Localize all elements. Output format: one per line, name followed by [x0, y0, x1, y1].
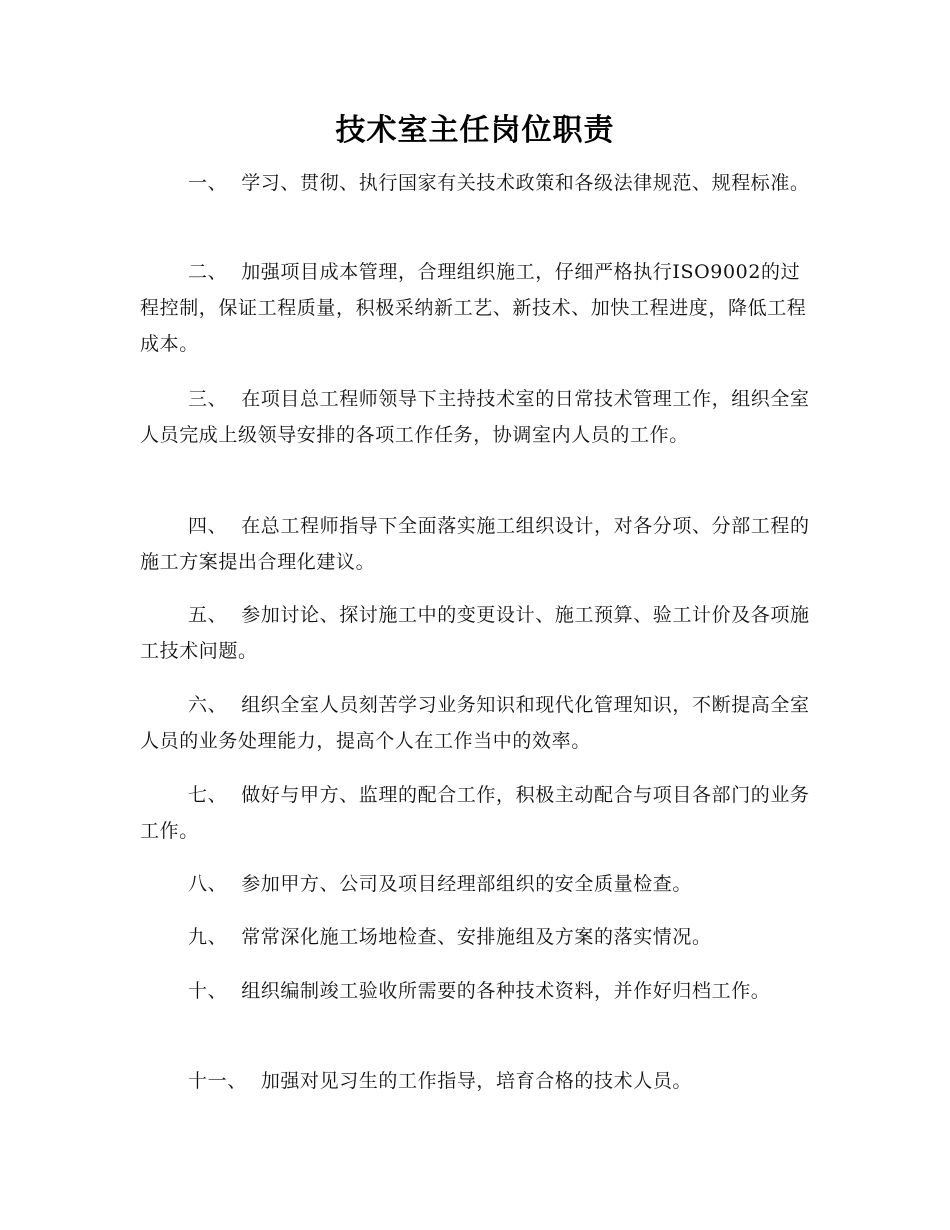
duty-item-text: 组织全室人员刻苦学习业务知识和现代化管理知识，不断提高全室人员的业务处理能力，提高个人在工作当中的效率。	[140, 694, 810, 752]
duty-item-number: 六、	[188, 694, 228, 716]
duty-item-text: 在项目总工程师领导下主持技术室的日常技术管理工作，组织全室人员完成上级领导安排的各项工作任务，协调室内人员的工作。	[140, 388, 810, 446]
duty-item-7	[140, 777, 810, 849]
duty-item-10	[140, 973, 810, 1009]
duty-item-number: 十一、	[188, 1070, 247, 1092]
duty-item-11	[140, 1063, 810, 1099]
duty-item-3	[140, 381, 810, 453]
duty-item-text: 做好与甲方、监理的配合工作，积极主动配合与项目各部门的业务工作。	[140, 784, 810, 842]
duty-item-9	[140, 919, 810, 955]
duty-item-4	[140, 508, 810, 580]
duty-item-2	[140, 254, 810, 362]
duty-item-text: 在总工程师指导下全面落实施工组织设计，对各分项、分部工程的施工方案提出合理化建议。	[140, 515, 810, 573]
duty-item-number: 四、	[188, 515, 228, 537]
duty-item-number: 二、	[188, 261, 228, 283]
duty-item-1	[140, 165, 810, 201]
duty-item-5	[140, 597, 810, 669]
duty-item-8	[140, 866, 810, 902]
duty-item-text: 加强对见习生的工作指导，培育合格的技术人员。	[260, 1070, 693, 1092]
duty-item-number: 九、	[188, 926, 228, 948]
document-title: 技术室主任岗位职责	[335, 113, 615, 148]
duty-item-number: 五、	[188, 604, 228, 626]
duty-item-number: 十、	[188, 980, 228, 1002]
duty-item-text: 学习、贯彻、执行国家有关技术政策和各级法律规范、规程标准。	[241, 172, 810, 194]
duty-item-number: 一、	[188, 172, 228, 194]
duty-item-text: 常常深化施工场地检查、安排施组及方案的落实情况。	[241, 926, 712, 948]
duty-item-number: 三、	[188, 388, 228, 410]
duty-item-number: 八、	[188, 873, 228, 895]
duty-item-text: 参加甲方、公司及项目经理部组织的安全质量检查。	[241, 873, 693, 895]
duty-item-text: 参加讨论、探讨施工中的变更设计、施工预算、验工计价及各项施工技术问题。	[140, 604, 810, 662]
duty-item-6	[140, 687, 810, 759]
duty-item-text: 加强项目成本管理，合理组织施工，仔细严格执行ISO9002的过程控制，保证工程质量，积极采纳新工艺、新技术、加快工程进度，降低工程成本。	[140, 261, 807, 355]
duty-item-number: 七、	[188, 784, 228, 806]
duty-item-text: 组织编制竣工验收所需要的各种技术资料，并作好归档工作。	[241, 980, 771, 1002]
